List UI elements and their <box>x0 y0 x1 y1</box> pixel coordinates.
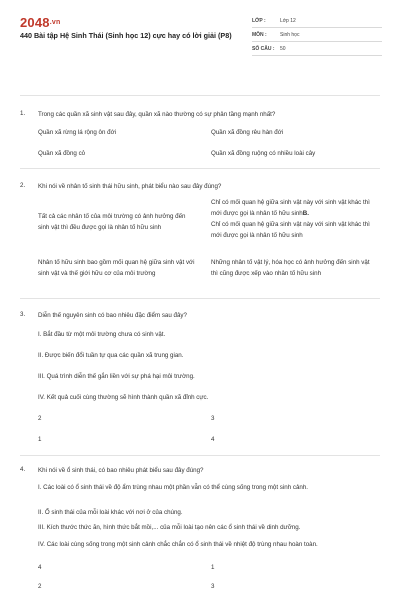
answer-option-a[interactable]: 2 <box>38 415 42 422</box>
statement: II. Được biến đổi tuần tự qua các quần xã trung gian. <box>38 352 184 359</box>
question-number: 2. <box>20 182 26 189</box>
statement: I. Bắt đầu từ một môi trường chưa có sinh vật. <box>38 331 166 338</box>
answer-option-text: Chỉ có mối quan hệ giữa sinh vật này với sinh vật khác thì mới được gọi là nhân tố hữu sinh <box>211 199 370 217</box>
divider <box>20 455 380 456</box>
answer-option-e[interactable]: Những nhân tố vật lý, hóa học có ảnh hưởng đến sinh vật thì cũng được xếp vào nhân tố hữu sinh <box>211 259 370 277</box>
statement: IV. Các loài cùng sống trong một sinh cảnh chắc chắn có ổ sinh thái về nhiệt độ trùng nhau hoàn toàn. <box>38 541 318 548</box>
statement: IV. Kết quả cuối cùng thường sẽ hình thành quần xã đỉnh cực. <box>38 394 209 401</box>
logo-number: 2048 <box>20 15 50 30</box>
question-number: 3. <box>20 311 26 318</box>
answer-option-b[interactable]: Quần xã đồng rêu hàn đới <box>211 129 284 136</box>
question-text: Khi nói về nhân tố sinh thái hữu sinh, phát biểu nào sau đây đúng? <box>38 183 222 190</box>
answer-option-c[interactable]: 1 <box>38 436 42 443</box>
meta-key: LỚP : <box>252 17 266 24</box>
answer-option-a[interactable]: 4 <box>38 564 42 571</box>
statement: II. Ổ sinh thái của mỗi loài khác với nơi ở của chúng. <box>38 509 183 516</box>
meta-row-class <box>252 14 382 28</box>
divider <box>20 95 380 96</box>
divider <box>20 298 380 299</box>
answer-option-b[interactable]: 1 <box>211 564 215 571</box>
meta-row-subject <box>252 28 382 42</box>
meta-value: 50 <box>280 45 286 52</box>
statement: I. Các loài có ổ sinh thái về độ ẩm trùng nhau một phần vẫn có thể cùng sống trong một sinh cảnh. <box>38 484 309 491</box>
question-number: 1. <box>20 110 26 117</box>
meta-key: MÔN : <box>252 31 267 38</box>
logo-suffix: .vn <box>49 19 61 26</box>
answer-option-c[interactable]: Quần xã đồng cỏ <box>38 150 86 157</box>
answer-option-d[interactable]: Nhân tố hữu sinh bao gồm mối quan hệ giữa sinh vật với sinh vật và thế giới hữu cơ của môi trường <box>38 259 195 277</box>
divider <box>20 168 380 169</box>
question-number: 4. <box>20 466 26 473</box>
answer-option-d[interactable]: 4 <box>211 436 215 443</box>
meta-key: SỐ CÂU : <box>252 45 275 52</box>
answer-option-a[interactable]: Tất cả các nhân tố của môi trường có ảnh hưởng đến sinh vật thì đều được gọi là nhân tố hữu sinh <box>38 213 186 231</box>
answer-option-a[interactable]: Quần xã rừng lá rộng ôn đới <box>38 129 117 136</box>
document-title: 440 Bài tập Hệ Sinh Thái (Sinh học 12) cực hay có lời giải (P8) <box>20 31 232 40</box>
site-logo[interactable] <box>20 15 60 30</box>
meta-value: Lớp 12 <box>280 17 296 24</box>
question-text: Khi nói về ổ sinh thái, có bao nhiêu phát biểu sau đây đúng? <box>38 467 204 474</box>
question-text: Diễn thế nguyên sinh có bao nhiêu đặc điểm sau đây? <box>38 312 187 319</box>
meta-row-count <box>252 42 382 56</box>
meta-info <box>252 14 382 56</box>
statement: III. Kích thước thức ăn, hình thức bắt mồi,... của mỗi loài tạo nên các ổ sinh thái về dinh dưỡng. <box>38 524 301 531</box>
answer-option-b[interactable] <box>211 198 376 219</box>
answer-option-c[interactable]: Chỉ có mối quan hệ giữa sinh vật này với sinh vật khác thì mới được gọi là nhân tố hữu sinh <box>211 221 370 239</box>
answer-option-b[interactable]: 3 <box>211 415 215 422</box>
answer-option-d[interactable]: 3 <box>211 583 215 590</box>
question-text: Trong các quần xã sinh vật sau đây, quần xã nào thường có sự phân tầng mạnh nhất? <box>38 111 276 118</box>
answer-option-c[interactable]: 2 <box>38 583 42 590</box>
meta-value: Sinh học <box>280 31 300 38</box>
answer-option-d[interactable]: Quần xã đồng ruộng có nhiều loài cây <box>211 150 316 157</box>
answer-option-letter: B. <box>302 209 309 217</box>
statement: III. Quá trình diễn thế gắn liền với sự phá hại môi trường. <box>38 373 195 380</box>
